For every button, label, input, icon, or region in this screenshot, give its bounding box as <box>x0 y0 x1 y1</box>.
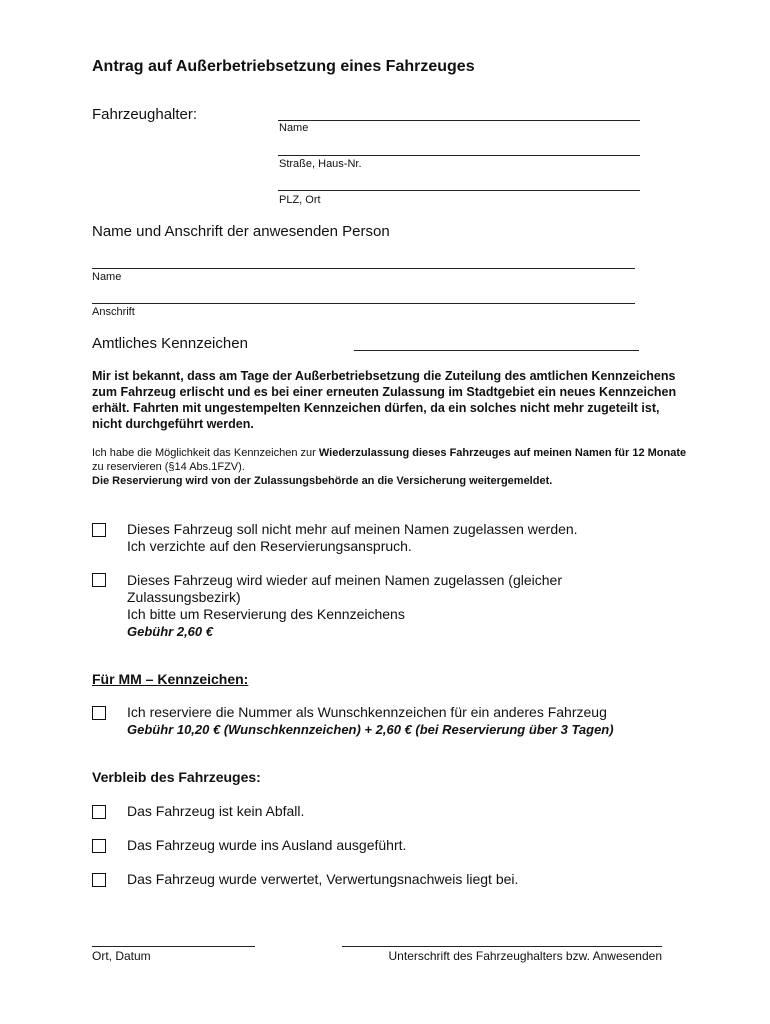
reservation-info-part1: Ich habe die Möglichkeit das Kennzeichen zur <box>92 447 319 459</box>
exported-option: Das Fahrzeug wurde ins Ausland ausgeführt. <box>127 837 407 853</box>
reservation-info-line2: Die Reservierung wird von der Zulassungsbehörde an die Versicherung weitergemeldet. <box>92 475 553 487</box>
mm-fee: Gebühr 10,20 € (Wunschkennzeichen) + 2,60 € (bei Reservierung über 3 Tagen) <box>127 722 614 737</box>
not-waste-option: Das Fahrzeug ist kein Abfall. <box>127 803 305 819</box>
no-reregistration-option <box>127 521 578 555</box>
holder-label: Fahrzeughalter: <box>92 106 198 123</box>
reregistration-option <box>127 572 562 640</box>
option2-fee: Gebühr 2,60 € <box>127 624 213 639</box>
reservation-info <box>92 446 692 488</box>
no-reregistration-checkbox[interactable] <box>92 523 106 537</box>
option2-line1: Dieses Fahrzeug wird wieder auf meinen Namen zugelassen (gleicher <box>127 572 562 588</box>
recycled-checkbox[interactable] <box>92 873 106 887</box>
present-person-name-caption: Name <box>92 271 122 283</box>
notice-text: Mir ist bekannt, dass am Tage der Außerbetriebsetzung die Zuteilung des amtlichen Kennzeichens zum Fahrzeug erlischt und es bei einer erneuten Zulassung im Stadtgebiet ein neues Kennzeichen erhält. Fahrten mit ungestempelten Kennzeichen dürfen, da ein solches nicht mehr zugeteilt ist, nicht durchgeführt werden. <box>92 369 677 431</box>
signature-field[interactable] <box>342 946 662 947</box>
reservation-info-part3: zu reservieren (§14 Abs.1FZV). <box>92 461 245 473</box>
holder-street-caption: Straße, Haus-Nr. <box>279 158 362 170</box>
page-title: Antrag auf Außerbetriebsetzung eines Fahrzeuges <box>92 58 475 75</box>
holder-city-caption: PLZ, Ort <box>279 194 321 206</box>
signature-caption: Unterschrift des Fahrzeughalters bzw. Anwesenden <box>388 949 662 963</box>
not-waste-checkbox[interactable] <box>92 805 106 819</box>
exported-checkbox[interactable] <box>92 839 106 853</box>
holder-street-field[interactable] <box>278 155 640 156</box>
holder-name-caption: Name <box>279 122 309 134</box>
holder-name-field[interactable] <box>278 120 640 121</box>
present-person-address-field[interactable] <box>92 303 635 304</box>
present-person-label: Name und Anschrift der anwesenden Person <box>92 223 390 240</box>
option1-line1: Dieses Fahrzeug soll nicht mehr auf meinen Namen zugelassen werden. <box>127 521 578 537</box>
present-person-address-caption: Anschrift <box>92 306 135 318</box>
option2-line3: Ich bitte um Reservierung des Kennzeichens <box>127 606 405 622</box>
verbleib-heading: Verbleib des Fahrzeuges: <box>92 769 261 785</box>
plate-label: Amtliches Kennzeichen <box>92 335 248 352</box>
reservation-info-part2: Wiederzulassung dieses Fahrzeuges auf meinen Namen für 12 Monate <box>318 447 687 459</box>
plate-field[interactable] <box>354 350 639 351</box>
present-person-name-field[interactable] <box>92 268 635 269</box>
wunschkennzeichen-option <box>127 704 614 738</box>
reregistration-checkbox[interactable] <box>92 573 106 587</box>
wunschkennzeichen-checkbox[interactable] <box>92 706 106 720</box>
recycled-option: Das Fahrzeug wurde verwertet, Verwertungsnachweis liegt bei. <box>127 871 519 887</box>
place-date-field[interactable] <box>92 946 255 947</box>
mm-option-text: Ich reserviere die Nummer als Wunschkennzeichen für ein anderes Fahrzeug <box>127 704 607 720</box>
place-date-caption: Ort, Datum <box>92 949 151 963</box>
option1-line2: Ich verzichte auf den Reservierungsanspruch. <box>127 538 412 554</box>
holder-city-field[interactable] <box>278 190 640 191</box>
mm-heading: Für MM – Kennzeichen: <box>92 671 249 687</box>
option2-line2: Zulassungsbezirk) <box>127 589 241 605</box>
